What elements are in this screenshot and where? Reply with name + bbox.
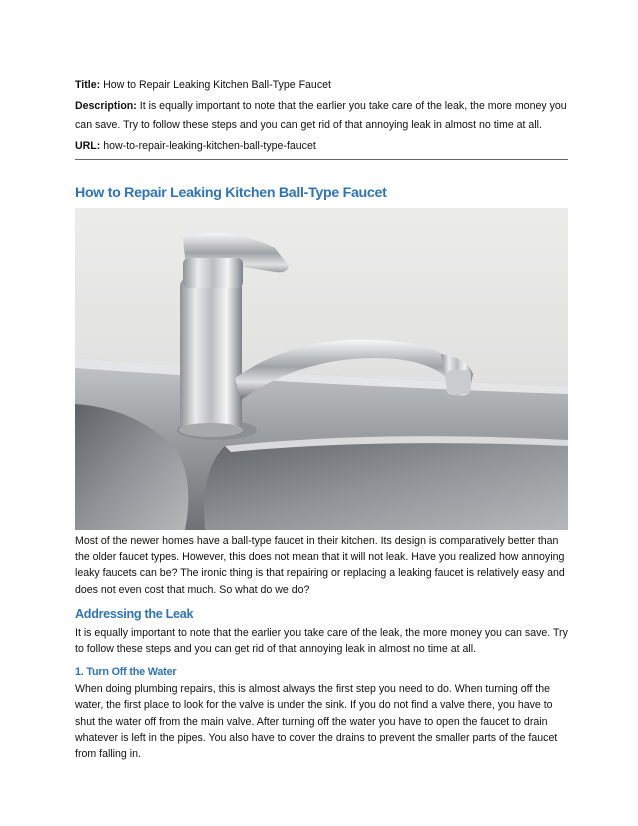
- article-title: How to Repair Leaking Kitchen Ball-Type Faucet: [75, 185, 387, 201]
- document-page: [75, 76, 568, 762]
- intro-paragraph: Most of the newer homes have a ball-type faucet in their kitchen. Its design is comparatively better than the older faucet types. However, this does not mean that it will not leak. Have you realized how annoying leaky faucets can be? The ironic thing is that repairing or replacing a leaking faucet is relatively easy and does not even cost that much. So what do we do?: [75, 535, 565, 596]
- meta-title-label: Title:: [75, 79, 101, 91]
- step-1-paragraph: When doing plumbing repairs, this is almost always the first step you need to do. When turning off the water, the first place to look for the valve is under the sink. If you do not find a valve there, you have to shut the water off from the main valve. After turning off the water you have to open the faucet to drain whatever is left in the pipes. You also have to cover the drains to prevent the smaller parts of the faucet from falling in.: [75, 683, 558, 761]
- section-paragraph: It is equally important to note that the earlier you take care of the leak, the more money you can save. Try to follow these steps and you can get rid of that annoying leak in almost no time at all.: [75, 626, 568, 656]
- section-heading: Addressing the Leak: [75, 606, 194, 621]
- meta-description-label: Description:: [75, 100, 137, 112]
- step-1-heading: 1. Turn Off the Water: [75, 666, 177, 679]
- meta-title-line: [75, 76, 568, 95]
- faucet-illustration: [75, 208, 568, 530]
- meta-url-line: [75, 137, 568, 156]
- faucet-photo: [75, 208, 568, 530]
- metadata-block: [75, 76, 568, 156]
- meta-url-label: URL:: [75, 140, 101, 152]
- meta-title-value: How to Repair Leaking Kitchen Ball-Type Faucet: [100, 79, 331, 91]
- meta-description-line: [75, 97, 568, 135]
- meta-url-value: how-to-repair-leaking-kitchen-ball-type-faucet: [100, 140, 316, 152]
- metadata-divider: [75, 159, 568, 160]
- meta-description-value: It is equally important to note that the earlier you take care of the leak, the more money you can save. Try to follow these steps and you can get rid of that annoying leak in almost no time at all.: [75, 100, 567, 131]
